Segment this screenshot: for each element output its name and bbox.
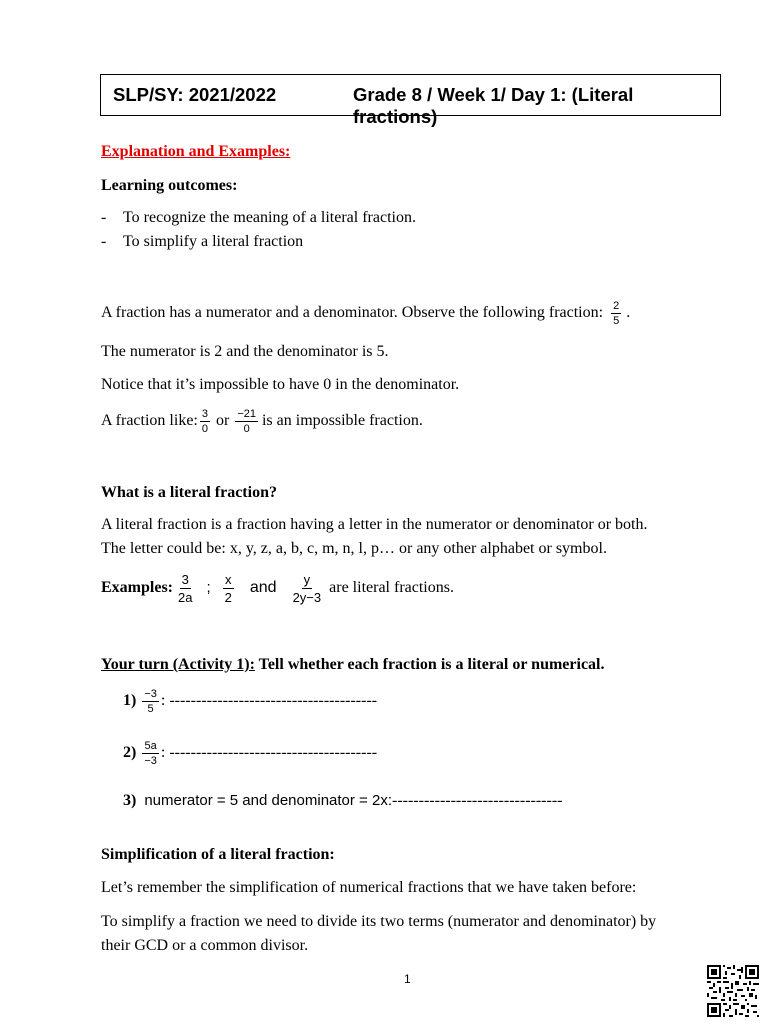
fraction-denominator: −3 [144,754,157,767]
section-title: Explanation and Examples: [101,143,291,160]
activity-item-text: numerator = 5 and denominator = 2x: [144,792,392,809]
activity-item-number: 2) [123,744,137,761]
intro-line-3: Notice that it’s impossible to have 0 in the denominator. [101,376,460,393]
activity-item [123,684,377,718]
fraction-denominator: 2a [178,589,193,605]
intro-period: . [626,304,631,321]
fraction-denominator: 5 [613,314,620,327]
fraction-numerator: 3 [201,407,208,420]
fraction-5a-minus3 [142,740,159,767]
activity-item [123,736,377,770]
fraction-y-2y-3 [291,572,324,605]
fraction-numerator: 3 [181,571,189,587]
fraction-denominator: 0 [201,422,208,435]
header-school-year: SLP/SY: 2021/2022 [113,84,277,105]
header-title: Grade 8 / Week 1/ Day 1: (Literal fractions) [353,84,634,127]
activity-instruction: Tell whether each fraction is a literal or numerical. [258,656,605,673]
fraction-minus3-5 [142,688,159,715]
fraction-numerator: x [225,571,232,587]
fraction-numerator: −21 [237,407,256,420]
fraction-x-2 [223,572,234,605]
literal-para-2: The letter could be: x, y, z, a, b, c, m, n, l, p… or any other alphabet or symbol. [101,540,607,557]
fraction-numerator: 2 [613,299,620,312]
fraction-denominator: 5 [147,702,154,715]
examples-end: are literal fractions. [329,579,454,596]
fraction-numerator: 5a [144,739,157,752]
fraction-numerator: y [303,571,311,587]
intro-line-1 [101,296,630,330]
fraction-2-5 [611,300,621,327]
qr-code-icon [707,965,759,1017]
simplification-para-1: Let’s remember the simplification of numerical fractions that we have taken before: [101,879,637,896]
intro-line-4 [101,404,423,438]
fraction-minus21-0 [235,408,258,435]
activity-item [123,791,562,811]
examples-label: Examples: [101,579,173,596]
answer-blank[interactable]: : --------------------------------------- [160,744,378,761]
activity-item-number: 3) [123,792,137,809]
simplification-heading: Simplification of a literal fraction: [101,846,335,863]
learning-outcomes-heading: Learning outcomes: [101,177,238,194]
answer-blank[interactable]: -------------------------------- [391,792,563,809]
header-box [100,74,721,127]
intro-or: or [215,412,230,429]
fraction-3-2a [176,572,194,605]
fraction-denominator: 2y−3 [292,589,322,605]
page-number: 1 [404,972,411,986]
activity-label: Your turn (Activity 1): [101,656,255,673]
examples-separator: ; [206,579,211,596]
examples-and: and [249,579,277,596]
examples-line [101,568,454,608]
answer-blank[interactable]: : --------------------------------------- [160,692,378,709]
fraction-3-0 [200,408,210,435]
literal-heading: What is a literal fraction? [101,484,277,501]
simplification-para-2: To simplify a fraction we need to divide its two terms (numerator and denominator) by [101,913,657,930]
bullet-dash: - [101,209,107,226]
fraction-numerator: −3 [144,687,157,700]
learning-outcome-item: To simplify a literal fraction [123,233,304,250]
simplification-para-2-cont: their GCD or a common divisor. [101,937,309,954]
activity-item-number: 1) [123,692,137,709]
learning-outcome-item: To recognize the meaning of a literal fraction. [123,209,416,226]
activity-line [101,655,605,675]
intro-text: is an impossible fraction. [261,412,423,429]
fraction-denominator: 0 [243,422,250,435]
intro-text: A fraction has a numerator and a denominator. Observe the following fraction: [101,304,604,321]
literal-para-1: A literal fraction is a fraction having a letter in the numerator or denominator or both. [101,516,648,533]
intro-line-2: The numerator is 2 and the denominator is 5. [101,343,389,360]
fraction-denominator: 2 [224,589,232,605]
bullet-dash: - [101,233,107,250]
intro-text: A fraction like: [101,412,198,429]
